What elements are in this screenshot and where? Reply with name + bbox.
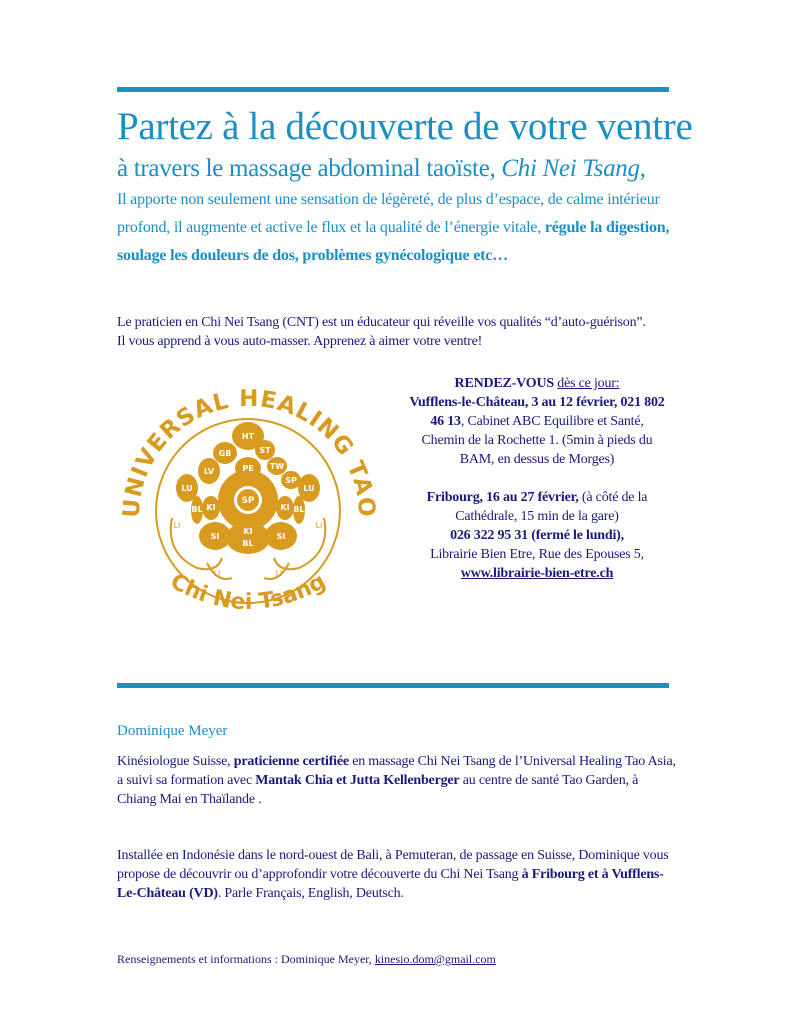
rdv-phone2: 026 322 95 31 (fermé le lundi),: [450, 528, 624, 543]
rdv-addr1: , Cabinet ABC Equilibre et Santé, Chemin de la Rochette 1. (5min à pieds du BAM, en dessus de Morges): [421, 414, 653, 467]
subtitle-text: à travers le massage abdominal taoïste,: [117, 155, 502, 182]
organ-lu-right: LU: [303, 484, 315, 493]
rdv-header: [408, 374, 666, 393]
footer-text: Renseignements et informations : Dominique Meyer,: [117, 952, 375, 966]
rdv-fribourg: [408, 488, 666, 526]
bio-p1-e: au centre de santé Tao Garden, à Chiang Mai en Thaïlande .: [117, 773, 639, 807]
organ-gb: GB: [218, 449, 232, 458]
bio-paragraph-1: [117, 752, 677, 809]
website-link[interactable]: www.librairie-bien-etre.ch: [460, 566, 614, 581]
rdv-gap: [408, 469, 666, 488]
universal-healing-tao-logo: [117, 378, 379, 640]
rdv-vufflens: [408, 393, 666, 469]
page-title: Partez à la découverte de votre ventre: [117, 105, 693, 148]
rdv-label: RENDEZ-VOUS: [454, 376, 554, 391]
bio-paragraph-2: [117, 846, 677, 903]
rdv-phone2-line: [408, 526, 666, 545]
organ-sp-center: SP: [241, 496, 255, 506]
svg-text:Chi Nei Tsang: [166, 569, 330, 615]
organ-si-right: SI: [276, 532, 286, 541]
author-name: Dominique Meyer: [117, 723, 228, 739]
organ-li-right: LI: [315, 521, 323, 530]
logo-arc-top: UNIVERSAL HEALING TAO: [118, 385, 379, 519]
bio-p1-c: en massage Chi Nei Tsang de l’Universal Healing Tao Asia, a suivi sa formation avec: [117, 754, 676, 788]
logo-arc-bottom: Chi Nei Tsang: [165, 569, 331, 616]
organ-li-bottom-right: LI: [275, 569, 283, 578]
organ-lu-left: LU: [181, 484, 193, 493]
bio-p1-b: praticienne certifiée: [233, 754, 349, 769]
appointments-block: [408, 374, 666, 583]
organ-sp-small: SP: [285, 476, 297, 485]
organ-ht: HT: [241, 432, 255, 441]
rdv-place2: Fribourg, 16 au 27 février,: [426, 490, 579, 505]
email-link[interactable]: kinesio.dom@gmail.com: [374, 952, 496, 966]
intro-bold: régule la digestion, soulage les douleurs de dos, problèmes gynécologique etc…: [117, 219, 670, 264]
top-divider: [117, 87, 669, 92]
rdv-addr2b: Librairie Bien Etre, Rue des Epouses 5,: [430, 547, 644, 562]
organ-bl-right: BL: [293, 505, 305, 514]
organ-ki-left: KI: [206, 503, 216, 512]
organ-tw: TW: [269, 462, 285, 471]
organ-lv: LV: [203, 467, 215, 476]
rdv-addr2a: (à côté de la Cathédrale, 15 min de la gare): [455, 490, 648, 524]
subtitle-comma: ,: [639, 155, 646, 182]
organ-st: ST: [259, 446, 271, 455]
footer-contact: [117, 952, 496, 967]
intro-text: Il apporte non seulement une sensation de légèreté, de plus d’espace, de calme intérieur profond, il augmente et active le flux et la qualité de l’énergie vitale,: [117, 191, 660, 236]
bottom-divider: [117, 683, 669, 688]
rdv-website-line: [408, 564, 666, 583]
bio-p2-c: . Parle Français, English, Deutsch.: [217, 886, 404, 901]
organ-ki-right: KI: [280, 503, 290, 512]
practicien-paragraph: Le praticien en Chi Nei Tsang (CNT) est un éducateur qui réveille vos qualités “d’auto-guérison”. Il vous apprend à vous auto-masser. Apprenez à aimer votre ventre!: [117, 315, 646, 349]
bio-p2-a: Installée en Indonésie dans le nord-ouest de Bali, à Pemuteran, de passage en Suisse, Dominique vous propose de découvrir ou d’approfondir votre découverte du Chi Nei Tsang: [117, 848, 669, 882]
intro-paragraph: [117, 186, 677, 270]
bio-p1-a: Kinésiologue Suisse,: [117, 754, 234, 769]
organ-pe: PE: [242, 464, 254, 473]
organ-bl-center: BL: [242, 539, 254, 548]
bio-p1-d: Mantak Chia et Jutta Kellenberger: [255, 773, 460, 788]
organ-li-bottom-left: LI: [213, 569, 221, 578]
rdv-since: dès ce jour:: [557, 376, 620, 391]
organ-ki-center: KI: [243, 527, 253, 536]
rdv-place1: Vufflens-le-Château, 3 au 12 février,: [409, 395, 618, 410]
page-subtitle: [117, 153, 646, 185]
bio-p2-b: à Fribourg et à Vufflens-Le-Château (VD): [117, 867, 664, 901]
subtitle-italic: Chi Nei Tsang: [501, 155, 640, 182]
rdv-phone1: 021 802 46 13: [430, 395, 665, 429]
organ-li-left: LI: [173, 521, 181, 530]
organ-si-left: SI: [210, 532, 220, 541]
organ-bl-left: BL: [191, 505, 203, 514]
